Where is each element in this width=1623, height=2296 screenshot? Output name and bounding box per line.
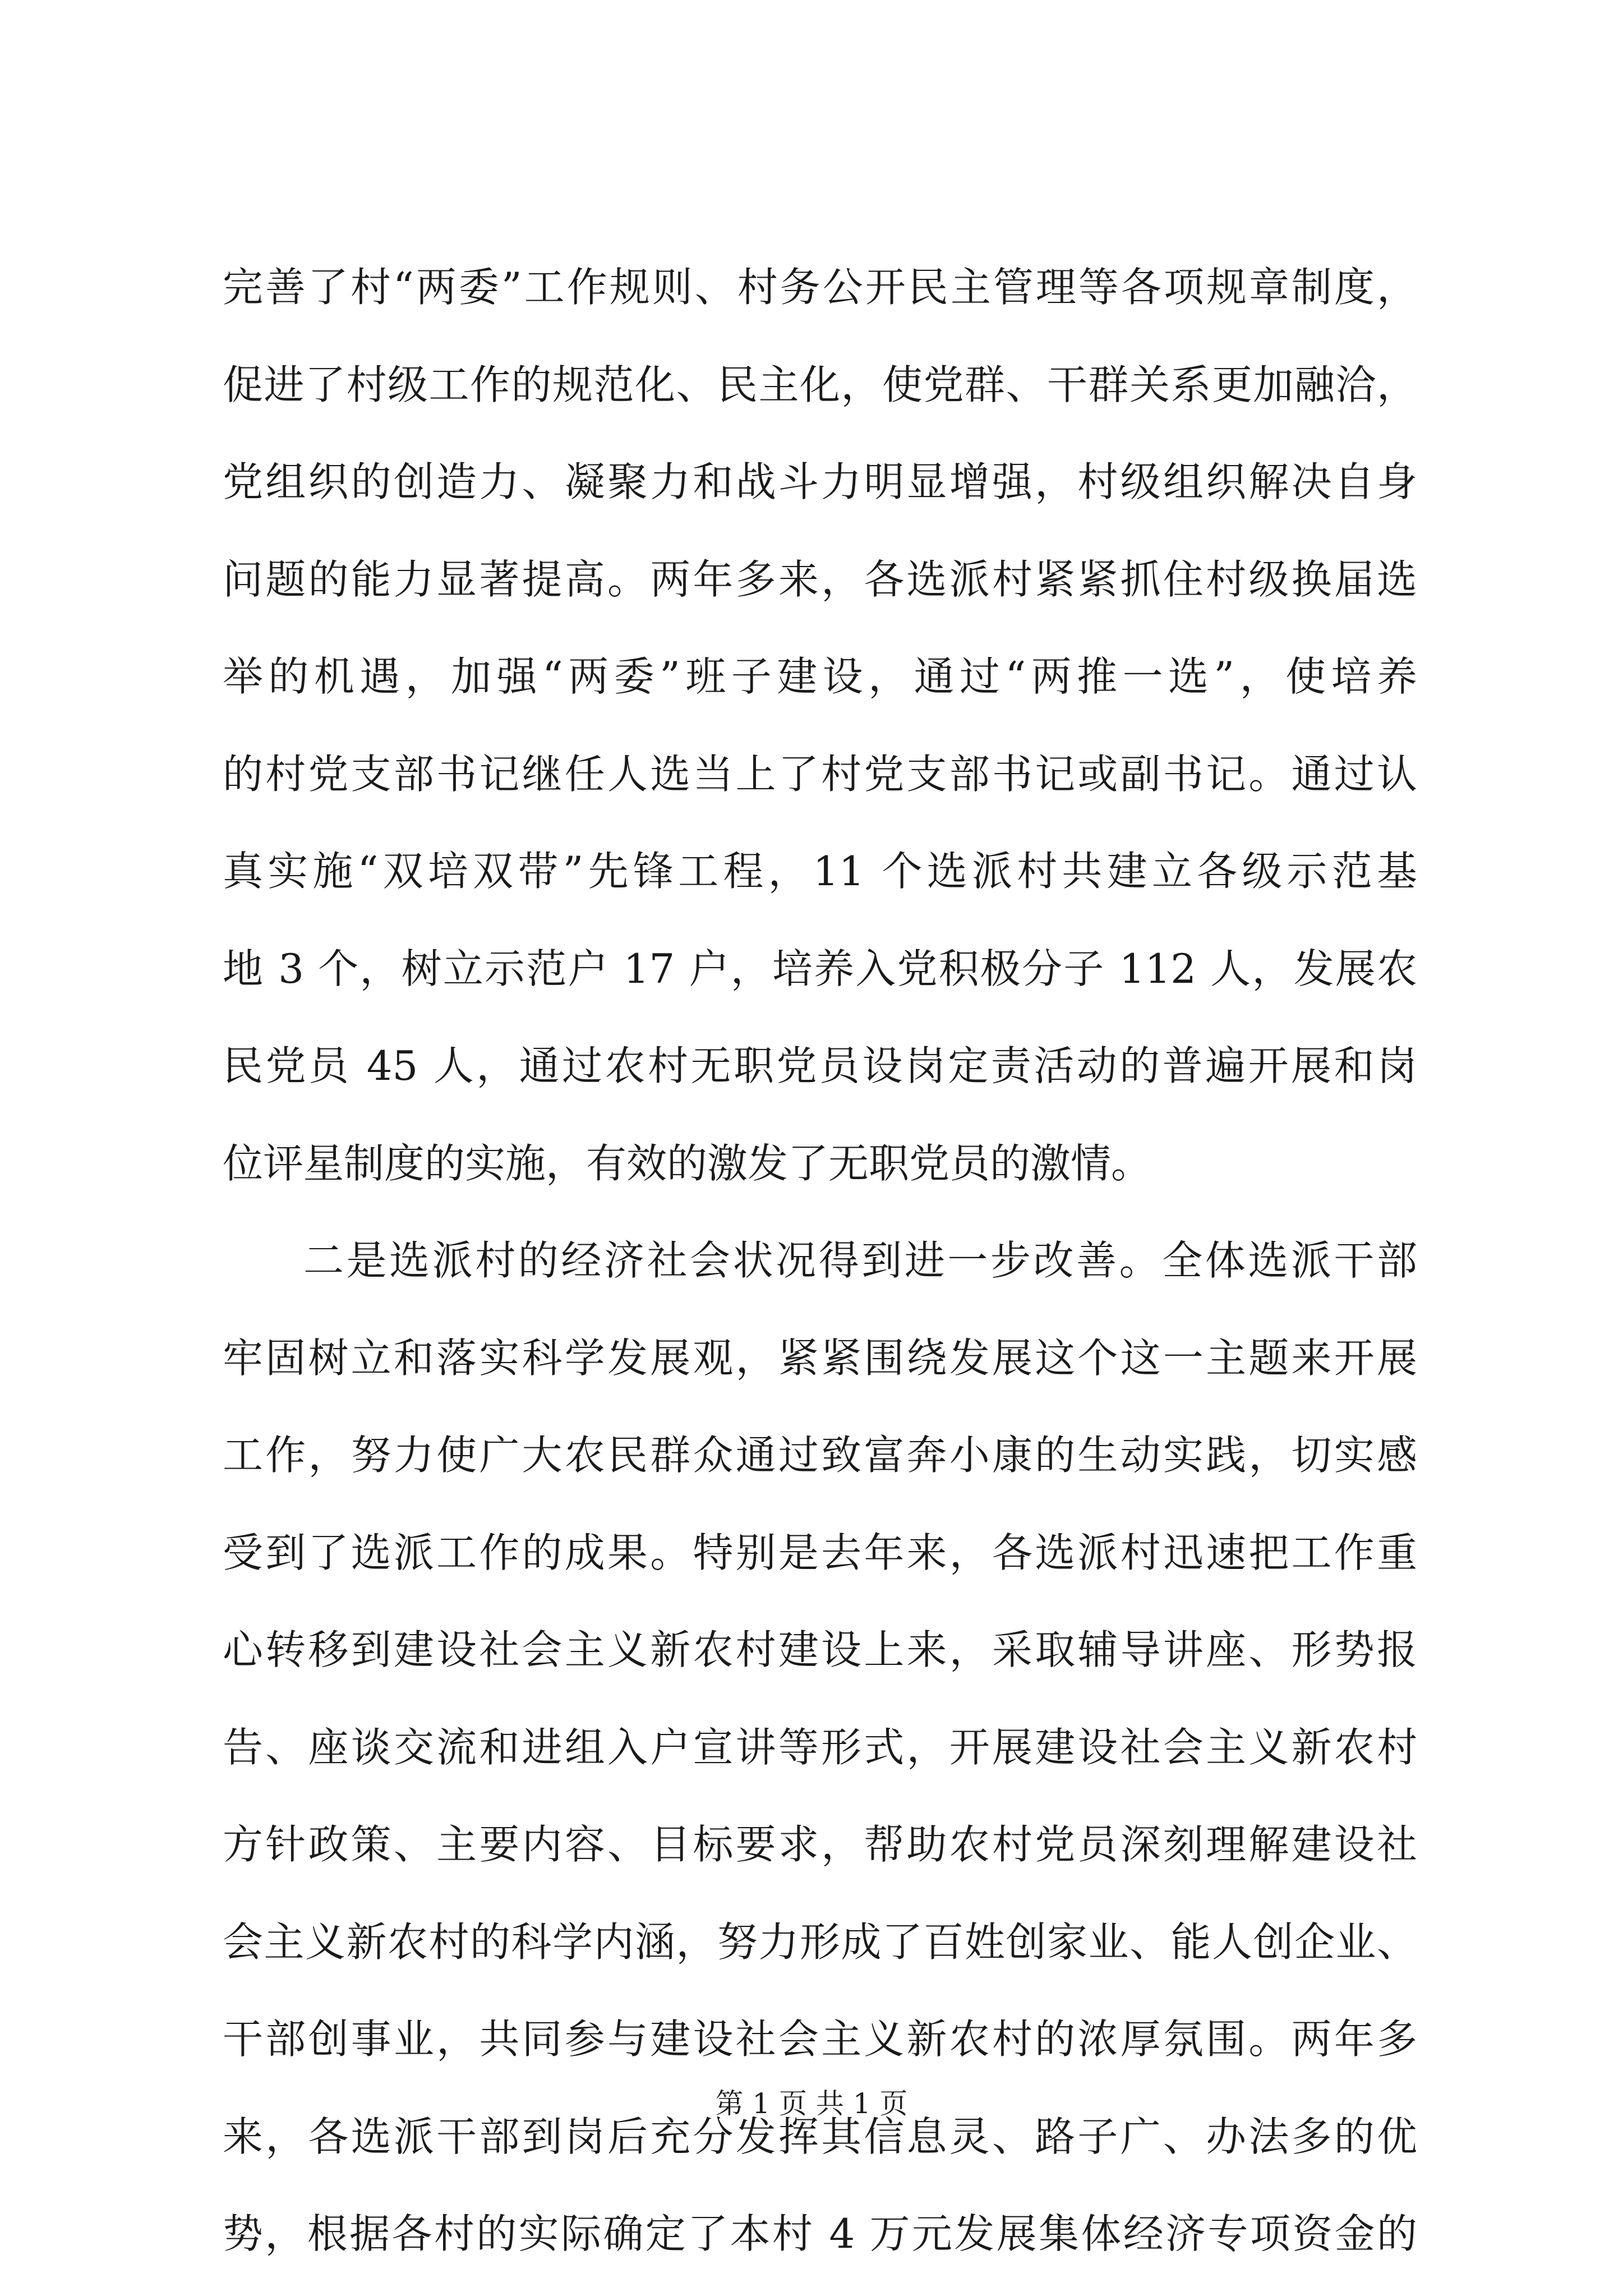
- paragraph-2-line-5: 心转移到建设社会主义新农村建设上来，采取辅导讲座、形势报: [223, 1626, 1417, 1673]
- paragraph-1-line-5: 举的机遇，加强“两委”班子建设，通过“两推一选”，使培养: [223, 653, 1417, 700]
- paragraph-2-line-4: 受到了选派工作的成果。特别是去年来，各选派村迅速把工作重: [223, 1529, 1417, 1576]
- paragraph-1-line-8: 地 3 个，树立示范户 17 户，培养入党积极分子 112 人，发展农: [223, 945, 1417, 992]
- paragraph-2-line-7: 方针政策、主要内容、目标要求，帮助农村党员深刻理解建设社: [223, 1821, 1417, 1868]
- paragraph-1-line-2: 促进了村级工作的规范化、民主化，使党群、干群关系更加融洽，: [223, 361, 1417, 408]
- paragraph-1-line-10: 位评星制度的实施，有效的激发了无职党员的激情。: [223, 1139, 1152, 1187]
- paragraph-1-line-3: 党组织的创造力、凝聚力和战斗力明显增强，村级组织解决自身: [223, 458, 1417, 505]
- paragraph-1-line-6: 的村党支部书记继任人选当上了村党支部书记或副书记。通过认: [223, 750, 1417, 798]
- paragraph-2-line-2: 牢固树立和落实科学发展观，紧紧围绕发展这个这一主题来开展: [223, 1334, 1417, 1382]
- paragraph-2-line-8: 会主义新农村的科学内涵，努力形成了百姓创家业、能人创企业、: [223, 1918, 1417, 1966]
- paragraph-2-line-1: 二是选派村的经济社会状况得到进一步改善。全体选派干部: [303, 1237, 1417, 1284]
- paragraph-1-line-7: 真实施“双培双带”先锋工程，11 个选派村共建立各级示范基: [223, 848, 1417, 895]
- paragraph-2-line-6: 告、座谈交流和进组入户宣讲等形式，开展建设社会主义新农村: [223, 1723, 1417, 1771]
- paragraph-1-line-4: 问题的能力显著提高。两年多来，各选派村紧紧抓住村级换届选: [223, 555, 1417, 603]
- page-number-footer: 第 1 页 共 1 页: [715, 2087, 908, 2120]
- paragraph-1-line-1: 完善了村“两委”工作规则、村务公开民主管理等各项规章制度，: [223, 264, 1417, 311]
- paragraph-2-line-11: 势，根据各村的实际确定了本村 4 万元发展集体经济专项资金的: [223, 2210, 1417, 2257]
- paragraph-2-line-9: 干部创事业，共同参与建设社会主义新农村的浓厚氛围。两年多: [223, 2016, 1417, 2063]
- document-body: [223, 239, 1417, 2283]
- paragraph-2-line-3: 工作，努力使广大农民群众通过致富奔小康的生动实践，切实感: [223, 1432, 1417, 1479]
- paragraph-1-line-9: 民党员 45 人，通过农村无职党员设岗定责活动的普遍开展和岗: [223, 1042, 1417, 1089]
- paragraph-2-line-10: 来，各选派干部到岗后充分发挥其信息灵、路子广、办法多的优: [223, 2113, 1417, 2160]
